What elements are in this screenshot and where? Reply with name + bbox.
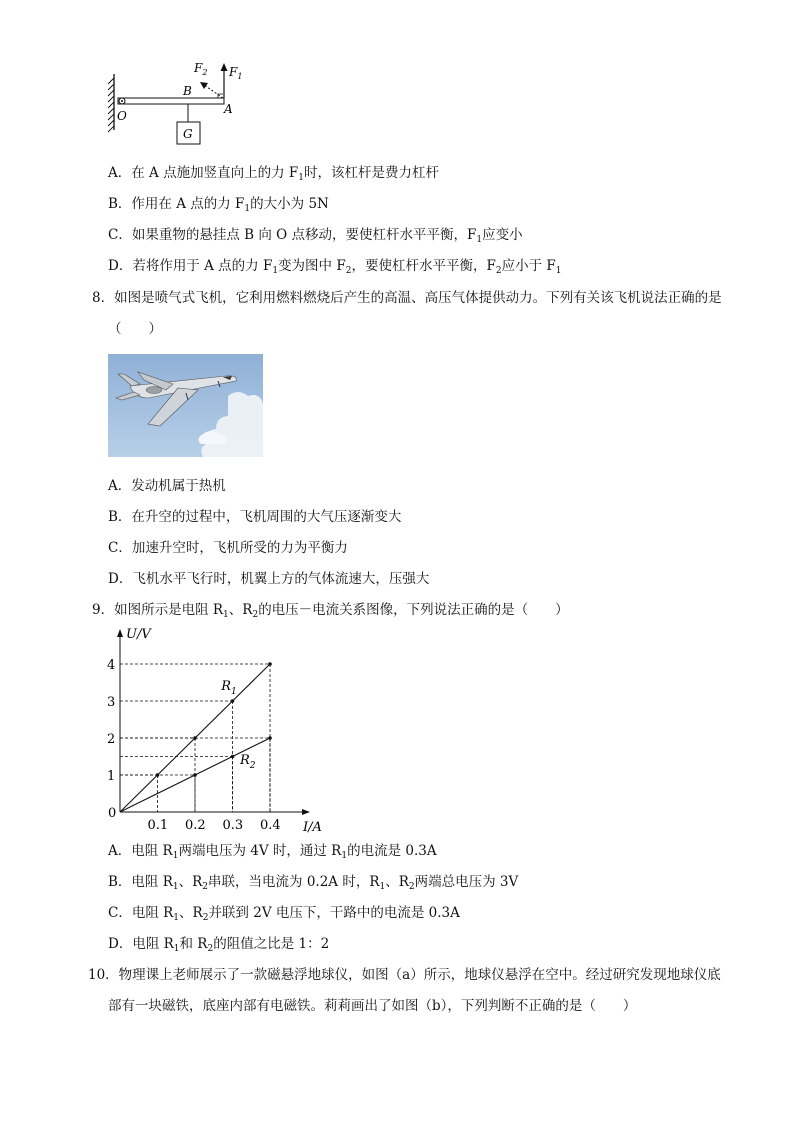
q8-option-c: C．加速升空时，飞机所受的力为平衡力 — [108, 540, 348, 556]
origin-label: 0 — [108, 806, 117, 821]
label-g: G — [183, 127, 193, 141]
x-tick-label: 0.3 — [222, 818, 244, 833]
q8-option-d: D．飞机水平飞行时，机翼上方的气体流速大，压强大 — [108, 571, 430, 587]
label-f2: $F_2$ — [194, 61, 208, 77]
label-b: B — [183, 84, 192, 98]
q7-option-d: D．若将作用于 A 点的力 $F_1$变为图中 $F_2$，要使杠杆水平平衡，$F_2$应小于 $F_1$ — [108, 258, 562, 276]
f1-arrow-head — [221, 63, 228, 71]
data-point-r2 — [193, 773, 197, 777]
wall-hatch — [108, 78, 114, 132]
f2-arrow-line — [204, 85, 223, 98]
label-o: O — [117, 109, 127, 123]
q8-stem-line1: 8．如图是喷气式飞机，它利用燃料燃烧后产生的高温、高压气体提供动力。下列有关该飞机说法正确的是 — [92, 290, 722, 306]
pivot-dot — [121, 100, 123, 102]
data-point-r2 — [268, 736, 272, 740]
jet-airplane-photo — [108, 354, 263, 457]
q9-option-a: A．电阻 $R_1$两端电压为 4V 时，通过 $R_1$的电流是 0.3A — [108, 843, 437, 861]
q9-option-d: D．电阻 $R_1$和 $R_2$的阻值之比是 1：2 — [108, 936, 330, 954]
x-axis-arrow — [302, 809, 310, 815]
u-i-chart — [100, 622, 330, 834]
series-label-r2: $R_2$ — [240, 752, 256, 771]
x-tick-label: 0.4 — [260, 818, 281, 833]
q9-option-c: C．电阻 $R_1$、$R_2$并联到 2V 电压下，干路中的电流是 0.3A — [108, 905, 460, 923]
y-tick-label: 1 — [107, 769, 116, 784]
data-point-r1 — [231, 699, 235, 703]
y-tick-label: 4 — [107, 658, 116, 673]
q9-stem: 9．如图所示是电阻 $R_1$、$R_2$的电压－电流关系图像，下列说法正确的是（ ） — [92, 602, 569, 620]
q9-option-b: B．电阻 $R_1$、$R_2$串联，当电流为 0.2A 时，$R_1$、$R_2$两端总电压为 3V — [108, 874, 519, 892]
data-point-r1 — [193, 736, 197, 740]
y-axis-arrow — [117, 629, 123, 637]
q7-option-c: C．如果重物的悬挂点 B 向 O 点移动，要使杠杆水平平衡，$F_1$应变小 — [108, 227, 523, 245]
y-tick-label: 3 — [107, 695, 116, 710]
q10-stem-line1: 10．物理课上老师展示了一款磁悬浮地球仪，如图（a）所示，地球仪悬浮在空中。经过研究发现地球仪底 — [88, 967, 721, 983]
x-tick-label: 0.1 — [147, 818, 169, 833]
q8-option-a: A．发动机属于热机 — [108, 478, 226, 494]
f2-arrow-head — [200, 82, 208, 89]
q7-option-a: A．在 A 点施加竖直向上的力 $F_1$时，该杠杆是费力杠杆 — [108, 165, 439, 183]
q10-stem-line2: 部有一块磁铁，底座内部有电磁铁。莉莉画出了如图（b），下列判断不正确的是（ ） — [108, 998, 637, 1014]
data-point-r2 — [231, 755, 235, 759]
x-tick-label: 0.2 — [185, 818, 206, 833]
q8-option-b: B．在升空的过程中，飞机周围的大气压逐渐变大 — [108, 509, 402, 525]
series-label-r1: $R_1$ — [221, 678, 237, 697]
x-axis-label: I/A — [303, 820, 322, 834]
data-point-r1 — [156, 773, 160, 777]
data-point-r1 — [268, 662, 272, 666]
lever-diagram — [104, 58, 254, 150]
y-axis-label: U/V — [126, 627, 151, 642]
lever-bar — [118, 98, 224, 104]
y-tick-label: 2 — [107, 732, 116, 747]
q8-stem-line2: （ ） — [108, 321, 162, 337]
label-a: A — [224, 102, 233, 116]
label-f1: $F_1$ — [229, 65, 243, 81]
q7-option-b: B．作用在 A 点的力 $F_1$的大小为 5N — [108, 196, 329, 214]
